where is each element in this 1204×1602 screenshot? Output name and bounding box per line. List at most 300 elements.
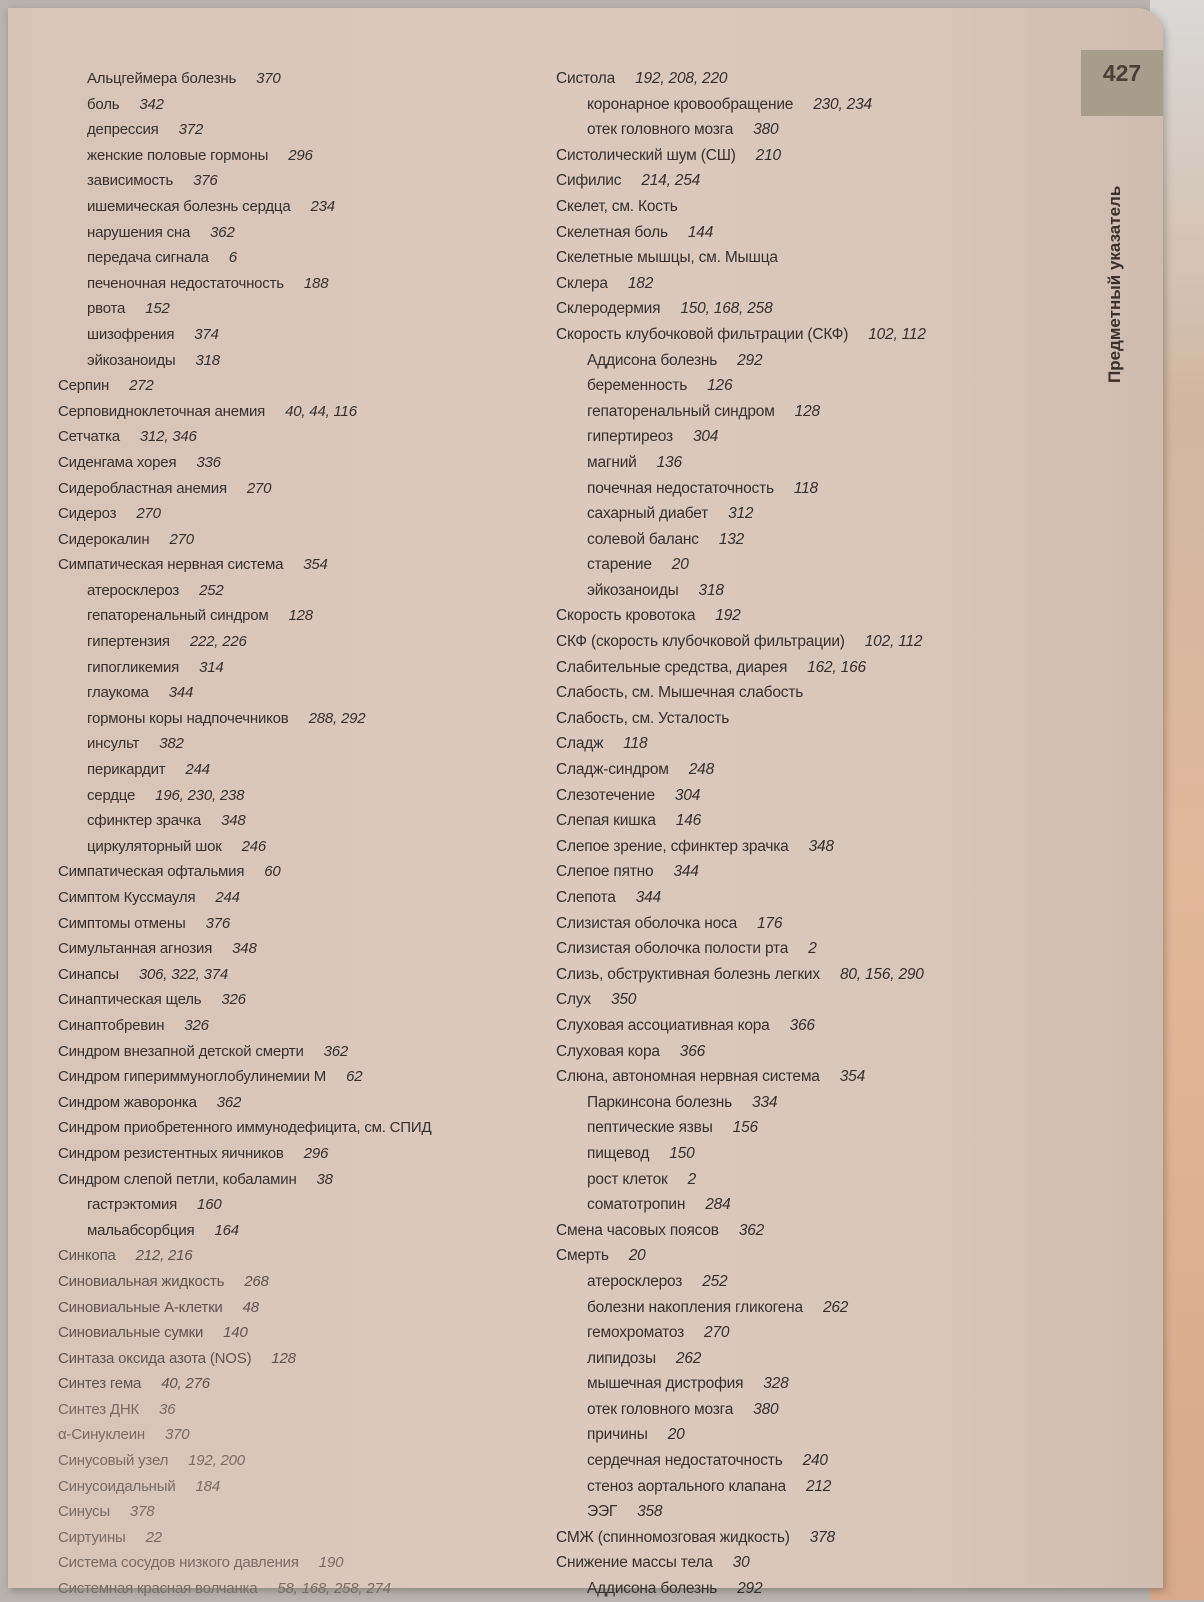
index-page-refs: 244	[215, 889, 240, 906]
index-page-refs: 214, 254	[641, 172, 701, 190]
index-page-refs: 48	[242, 1298, 259, 1316]
index-term: Слепая кишка	[556, 812, 656, 830]
index-page-refs: 80, 156, 290	[839, 965, 924, 983]
index-page-refs: 162, 166	[807, 658, 866, 676]
index-entry	[556, 1269, 1066, 1295]
page-number: 427	[1102, 60, 1142, 86]
index-entry	[556, 1295, 1066, 1321]
index-page-refs: 252	[702, 1272, 728, 1290]
index-page-refs: 118	[793, 479, 818, 497]
index-term: гепаторенальный синдром	[87, 607, 269, 625]
index-page-refs: 344	[635, 889, 661, 906]
index-term: Систолический шум (СШ)	[556, 146, 736, 164]
index-term: Серпин	[58, 377, 110, 395]
index-entry	[58, 143, 558, 169]
index-entry	[58, 1039, 558, 1065]
index-entry	[58, 1167, 558, 1193]
index-page-refs: 190	[318, 1554, 344, 1572]
index-term: мальабсорбция	[87, 1221, 195, 1239]
index-page-refs: 378	[809, 1528, 835, 1546]
index-page-refs: 176	[757, 914, 783, 932]
index-entry	[556, 143, 1066, 169]
index-page-refs: 160	[197, 1196, 222, 1214]
index-term: Слезотечение	[556, 786, 655, 804]
index-page-refs: 38	[316, 1170, 333, 1188]
index-term: пептические язвы	[587, 1119, 713, 1137]
index-page-refs: 102, 112	[864, 633, 923, 651]
index-term: Системная красная волчанка	[58, 1580, 258, 1598]
index-term: Синусы	[58, 1503, 110, 1521]
index-entry	[556, 348, 1066, 374]
index-term: Паркинсона болезнь	[587, 1093, 733, 1111]
index-page-refs: 188	[303, 274, 329, 292]
index-term: Смена часовых поясов	[556, 1221, 719, 1239]
index-term: Слепое пятно	[556, 863, 654, 881]
index-page-refs: 20	[667, 1426, 685, 1444]
index-entry	[58, 834, 558, 860]
index-page-refs: 196, 230, 238	[155, 786, 245, 804]
index-entry	[58, 1192, 558, 1218]
index-page-refs: 252	[199, 581, 224, 599]
index-page-refs: 342	[139, 95, 164, 113]
index-entry	[556, 501, 1066, 527]
index-page-refs: 348	[808, 837, 834, 855]
index-term: соматотропин	[587, 1196, 686, 1214]
index-page-refs: 292	[737, 351, 763, 369]
index-page-refs: 380	[753, 121, 779, 139]
index-term: Синовиальные A-клетки	[58, 1298, 223, 1316]
index-page-refs: 126	[707, 377, 733, 395]
index-term: Склеродермия	[556, 300, 661, 318]
index-page-refs: 118	[623, 735, 648, 753]
index-entry	[556, 757, 1066, 783]
index-entry	[556, 680, 1066, 706]
index-term: Слуховая кора	[556, 1042, 660, 1060]
index-entry	[58, 168, 558, 194]
index-term: Альцгеймера болезнь	[87, 70, 237, 87]
index-term: Симпатическая нервная система	[58, 556, 284, 574]
index-page-refs: 36	[158, 1400, 176, 1418]
index-page-refs: 366	[679, 1042, 706, 1060]
index-entry	[58, 911, 558, 937]
index-term: Скорость клубочковой фильтрации (СКФ)	[556, 325, 849, 343]
index-term: СМЖ (спинномозговая жидкость)	[556, 1528, 790, 1546]
index-term: Синовиальные сумки	[58, 1324, 204, 1342]
index-page-refs: 248	[688, 761, 715, 779]
index-term: Склера	[556, 274, 608, 292]
index-entry	[58, 1218, 558, 1244]
index-term: депрессия	[87, 121, 159, 139]
index-page-refs: 312, 346	[139, 428, 197, 446]
index-entry	[58, 859, 558, 885]
index-entry	[556, 783, 1066, 809]
index-page-refs: 2	[687, 1170, 697, 1188]
index-entry	[58, 629, 558, 655]
index-term: пищевод	[587, 1144, 650, 1162]
index-term: СКФ (скорость клубочковой фильтрации)	[556, 633, 845, 651]
index-term: Синкопа	[58, 1247, 116, 1265]
index-page-refs: 240	[802, 1452, 828, 1470]
index-term: зависимость	[87, 172, 174, 190]
index-entry	[556, 1397, 1066, 1423]
index-entry	[556, 1243, 1066, 1269]
index-entry	[556, 322, 1066, 348]
index-term: Синдром резистентных яичников	[58, 1144, 284, 1162]
index-page-refs: 354	[303, 556, 328, 574]
index-page-refs: 292	[737, 1580, 763, 1598]
index-term: нарушения сна	[87, 223, 191, 241]
index-page-refs: 312	[728, 505, 754, 523]
index-page-refs: 30	[732, 1554, 750, 1572]
index-page-refs: 230, 234	[813, 95, 872, 113]
index-page-refs: 102, 112	[868, 325, 926, 343]
index-term: атеросклероз	[87, 581, 180, 599]
index-term: Слизистая оболочка полости рта	[556, 940, 789, 958]
index-term: Симптом Куссмауля	[58, 889, 196, 906]
index-entry	[58, 578, 558, 604]
index-entry	[556, 808, 1066, 834]
index-term: Скорость кровотока	[556, 607, 696, 625]
index-page-refs: 132	[718, 530, 745, 548]
index-entry	[58, 399, 558, 425]
index-entry	[556, 1141, 1066, 1167]
index-term: шизофрения	[87, 325, 175, 343]
index-page-refs: 40, 276	[161, 1375, 210, 1393]
index-term: отек головного мозга	[587, 121, 734, 139]
index-page-refs: 20	[628, 1247, 646, 1265]
index-entry	[58, 885, 558, 911]
index-page-refs: 376	[205, 914, 230, 932]
index-entry	[58, 706, 558, 732]
index-page-refs: 378	[129, 1503, 155, 1521]
index-entry	[556, 424, 1066, 450]
index-term: Симпатическая офтальмия	[58, 863, 245, 881]
index-term: Слабительные средства, диарея	[556, 658, 788, 676]
index-entry	[556, 1039, 1066, 1065]
index-entry	[556, 1525, 1066, 1551]
index-entry	[58, 757, 558, 783]
index-entry	[556, 168, 1066, 194]
index-term: Сифилис	[556, 172, 622, 190]
index-term: рост клеток	[587, 1170, 668, 1188]
index-term: Скелетные мышцы, см. Мышца	[556, 249, 778, 267]
index-page-refs: 144	[687, 223, 714, 241]
index-entry	[58, 117, 558, 143]
index-entry	[58, 1115, 558, 1141]
index-term: Сладж	[556, 735, 604, 753]
index-term: Слуховая ассоциативная кора	[556, 1016, 770, 1034]
index-page-refs: 128	[288, 607, 313, 625]
index-page-refs: 350	[610, 991, 637, 1009]
index-entry	[556, 1320, 1066, 1346]
index-entry	[556, 1576, 1066, 1602]
index-term: Синдром гипериммуноглобулинемии М	[58, 1068, 327, 1086]
index-entry	[58, 476, 558, 502]
index-entry	[58, 220, 558, 246]
index-term: гемохроматоз	[587, 1324, 685, 1342]
index-page-refs: 304	[692, 428, 719, 446]
index-term: Синдром приобретенного иммунодефицита, см. СПИД	[58, 1119, 432, 1137]
index-entry	[556, 936, 1066, 962]
index-term: Смерть	[556, 1247, 609, 1265]
index-entry	[58, 296, 558, 322]
index-entry	[58, 424, 558, 450]
index-entry	[58, 1576, 558, 1602]
index-term: перикардит	[87, 761, 166, 779]
index-page-refs: 376	[193, 172, 218, 190]
index-page-refs: 2	[808, 940, 817, 958]
index-page-refs: 192, 200	[188, 1452, 245, 1470]
index-entry	[556, 987, 1066, 1013]
index-term: липидозы	[587, 1349, 656, 1367]
index-term: Сидерокалин	[58, 530, 150, 548]
index-page-refs: 234	[310, 197, 335, 215]
index-page-refs: 192, 208, 220	[635, 70, 728, 87]
index-entry	[58, 603, 558, 629]
index-page-refs: 62	[346, 1068, 363, 1086]
index-page-refs: 156	[732, 1119, 758, 1137]
index-page-refs: 326	[221, 991, 246, 1009]
index-entry	[556, 578, 1066, 604]
index-page-refs: 382	[159, 735, 184, 753]
index-page-refs: 362	[216, 1093, 242, 1111]
index-entry	[556, 1064, 1066, 1090]
index-entry	[58, 1550, 558, 1576]
index-page-refs: 146	[675, 812, 702, 830]
index-page-refs: 380	[753, 1400, 779, 1418]
index-entry	[556, 1192, 1066, 1218]
index-entry	[556, 1218, 1066, 1244]
index-page-refs: 268	[244, 1272, 269, 1290]
index-term: Синтез ДНК	[58, 1400, 139, 1418]
index-entry	[556, 245, 1066, 271]
index-term: инсульт	[87, 735, 140, 753]
index-term: Аддисона болезнь	[587, 351, 718, 369]
index-page-refs: 136	[656, 453, 682, 471]
index-term: Серповидноклеточная анемия	[58, 402, 266, 420]
index-term: Синдром внезапной детской смерти	[58, 1042, 304, 1060]
index-entry	[556, 399, 1066, 425]
index-entry	[58, 322, 558, 348]
index-entry	[556, 1346, 1066, 1372]
index-entry	[58, 1243, 558, 1269]
index-entry	[556, 629, 1066, 655]
index-entry	[58, 1141, 558, 1167]
index-entry	[556, 603, 1066, 629]
index-entry	[58, 1013, 558, 1039]
index-page-refs: 270	[136, 505, 161, 523]
index-page-refs: 150, 168, 258	[680, 300, 773, 318]
index-page-refs: 366	[789, 1016, 815, 1034]
index-term: старение	[587, 556, 652, 574]
index-page-refs: 336	[196, 453, 221, 471]
index-page-refs: 20	[671, 556, 689, 574]
index-page-refs: 270	[169, 530, 194, 548]
index-term: женские половые гормоны	[87, 146, 269, 164]
index-page-refs: 222, 226	[189, 633, 247, 651]
index-page-refs: 58, 168, 258, 274	[277, 1580, 391, 1598]
index-term: передача сигнала	[87, 249, 209, 267]
index-entry	[58, 1499, 558, 1525]
index-page-refs: 182	[627, 274, 654, 292]
index-term: гипертиреоз	[587, 428, 673, 446]
index-column-right	[556, 66, 1066, 1602]
index-column-left	[58, 66, 558, 1602]
index-term: Слепота	[556, 889, 616, 906]
index-term: Сладж-синдром	[556, 761, 669, 779]
index-entry	[556, 962, 1066, 988]
index-page-refs: 40, 44, 116	[285, 402, 357, 420]
index-term: болезни накопления гликогена	[587, 1298, 803, 1316]
index-page-refs: 150	[669, 1144, 695, 1162]
index-entry	[58, 1064, 558, 1090]
index-entry	[556, 655, 1066, 681]
index-entry	[556, 1167, 1066, 1193]
index-term: стеноз аортального клапана	[587, 1477, 786, 1495]
index-term: α-Синуклеин	[58, 1426, 145, 1444]
index-entry	[556, 1499, 1066, 1525]
index-entry	[58, 1474, 558, 1500]
index-term: гипогликемия	[87, 658, 180, 676]
index-term: Синусоидальный	[58, 1477, 176, 1495]
index-term: Синтез гема	[58, 1375, 142, 1393]
index-entry	[556, 220, 1066, 246]
index-term: эйкозаноиды	[587, 581, 679, 599]
index-term: Систола	[556, 70, 616, 87]
index-term: отек головного мозга	[587, 1400, 734, 1418]
index-entry	[58, 1269, 558, 1295]
index-page-refs: 344	[168, 684, 194, 702]
index-term: Сиртуины	[58, 1528, 126, 1546]
index-page-refs: 328	[763, 1375, 789, 1393]
index-page-refs: 284	[705, 1196, 731, 1214]
index-entry	[556, 66, 1066, 92]
index-term: Сетчатка	[58, 428, 120, 446]
index-term: печеночная недостаточность	[87, 274, 284, 292]
index-entry	[58, 245, 558, 271]
index-entry	[556, 117, 1066, 143]
index-page-refs: 372	[178, 121, 204, 139]
index-page-refs: 334	[752, 1093, 778, 1111]
index-page-refs: 192	[715, 607, 741, 625]
index-term: Слабость, см. Усталость	[556, 709, 730, 727]
index-entry	[556, 476, 1066, 502]
index-page-refs: 318	[698, 581, 724, 599]
index-entry	[58, 1346, 558, 1372]
index-page-refs: 326	[184, 1016, 209, 1034]
index-term: Синаптическая щель	[58, 991, 202, 1009]
index-entry	[556, 1013, 1066, 1039]
index-entry	[556, 296, 1066, 322]
index-entry	[58, 1422, 558, 1448]
index-term: почечная недостаточность	[587, 479, 774, 497]
index-page-refs: 362	[738, 1221, 765, 1239]
index-entry	[556, 527, 1066, 553]
index-entry	[556, 885, 1066, 911]
index-entry	[58, 936, 558, 962]
index-entry	[58, 655, 558, 681]
index-term: мышечная дистрофия	[587, 1375, 744, 1393]
index-entry	[58, 1371, 558, 1397]
index-page-refs: 270	[704, 1324, 730, 1342]
index-term: гепаторенальный синдром	[587, 402, 775, 420]
index-term: Скелетная боль	[556, 223, 668, 241]
index-term: Симультанная агнозия	[58, 940, 213, 958]
index-term: Система сосудов низкого давления	[58, 1554, 299, 1572]
index-term: Слизь, обструктивная болезнь легких	[556, 965, 820, 983]
index-page-refs: 60	[264, 863, 281, 881]
index-page-refs: 348	[232, 940, 257, 958]
index-page-refs: 262	[675, 1349, 702, 1367]
index-page-refs: 246	[241, 837, 267, 855]
index-entry	[58, 1397, 558, 1423]
index-page-refs: 358	[637, 1503, 663, 1521]
index-entry	[58, 552, 558, 578]
index-entry	[556, 92, 1066, 118]
index-term: Синапсы	[58, 965, 119, 983]
index-entry	[58, 1525, 558, 1551]
index-page-refs: 354	[839, 1068, 865, 1086]
index-page-refs: 140	[223, 1324, 248, 1342]
index-term: гастрэктомия	[87, 1196, 178, 1214]
index-entry	[556, 1474, 1066, 1500]
index-term: причины	[587, 1426, 648, 1444]
index-entry	[556, 1550, 1066, 1576]
index-page-refs: 374	[194, 325, 219, 343]
index-entry	[556, 373, 1066, 399]
index-entry	[556, 552, 1066, 578]
index-page-refs: 262	[822, 1298, 849, 1316]
index-entry	[58, 1448, 558, 1474]
index-term: Синаптобревин	[58, 1016, 165, 1034]
index-term: сахарный диабет	[587, 505, 709, 523]
index-term: Аддисона болезнь	[587, 1580, 718, 1598]
index-term: Слепое зрение, сфинктер зрачка	[556, 837, 789, 855]
index-term: Симптомы отмены	[58, 914, 186, 932]
index-entry	[556, 194, 1066, 220]
index-entry	[58, 731, 558, 757]
index-term: Слух	[556, 991, 591, 1009]
index-entry	[556, 1448, 1066, 1474]
index-entry	[556, 271, 1066, 297]
index-term: ишемическая болезнь сердца	[87, 197, 291, 215]
index-entry	[58, 373, 558, 399]
index-entry	[58, 450, 558, 476]
index-page-refs: 304	[674, 786, 701, 804]
index-term: Сиденгама хорея	[58, 453, 177, 471]
index-term: боль	[87, 95, 120, 113]
index-page-refs: 362	[210, 223, 235, 241]
index-term: гипертензия	[87, 633, 170, 651]
index-entry	[58, 66, 558, 92]
index-term: глаукома	[87, 684, 149, 702]
index-page-refs: 296	[303, 1144, 329, 1162]
index-term: беременность	[587, 377, 688, 395]
index-term: Сидероз	[58, 505, 117, 523]
index-page-refs: 128	[271, 1349, 296, 1367]
index-entry	[556, 1422, 1066, 1448]
index-term: солевой баланс	[587, 530, 699, 548]
index-entry	[58, 987, 558, 1013]
index-term: циркуляторный шок	[87, 837, 222, 855]
index-entry	[58, 271, 558, 297]
index-page-refs: 212	[805, 1477, 832, 1495]
index-page-refs: 212, 216	[135, 1247, 193, 1265]
index-page-refs: 270	[246, 479, 272, 497]
index-term: Синусовый узел	[58, 1452, 169, 1470]
index-term: коронарное кровообращение	[587, 95, 794, 113]
index-page-refs: 296	[288, 146, 313, 164]
